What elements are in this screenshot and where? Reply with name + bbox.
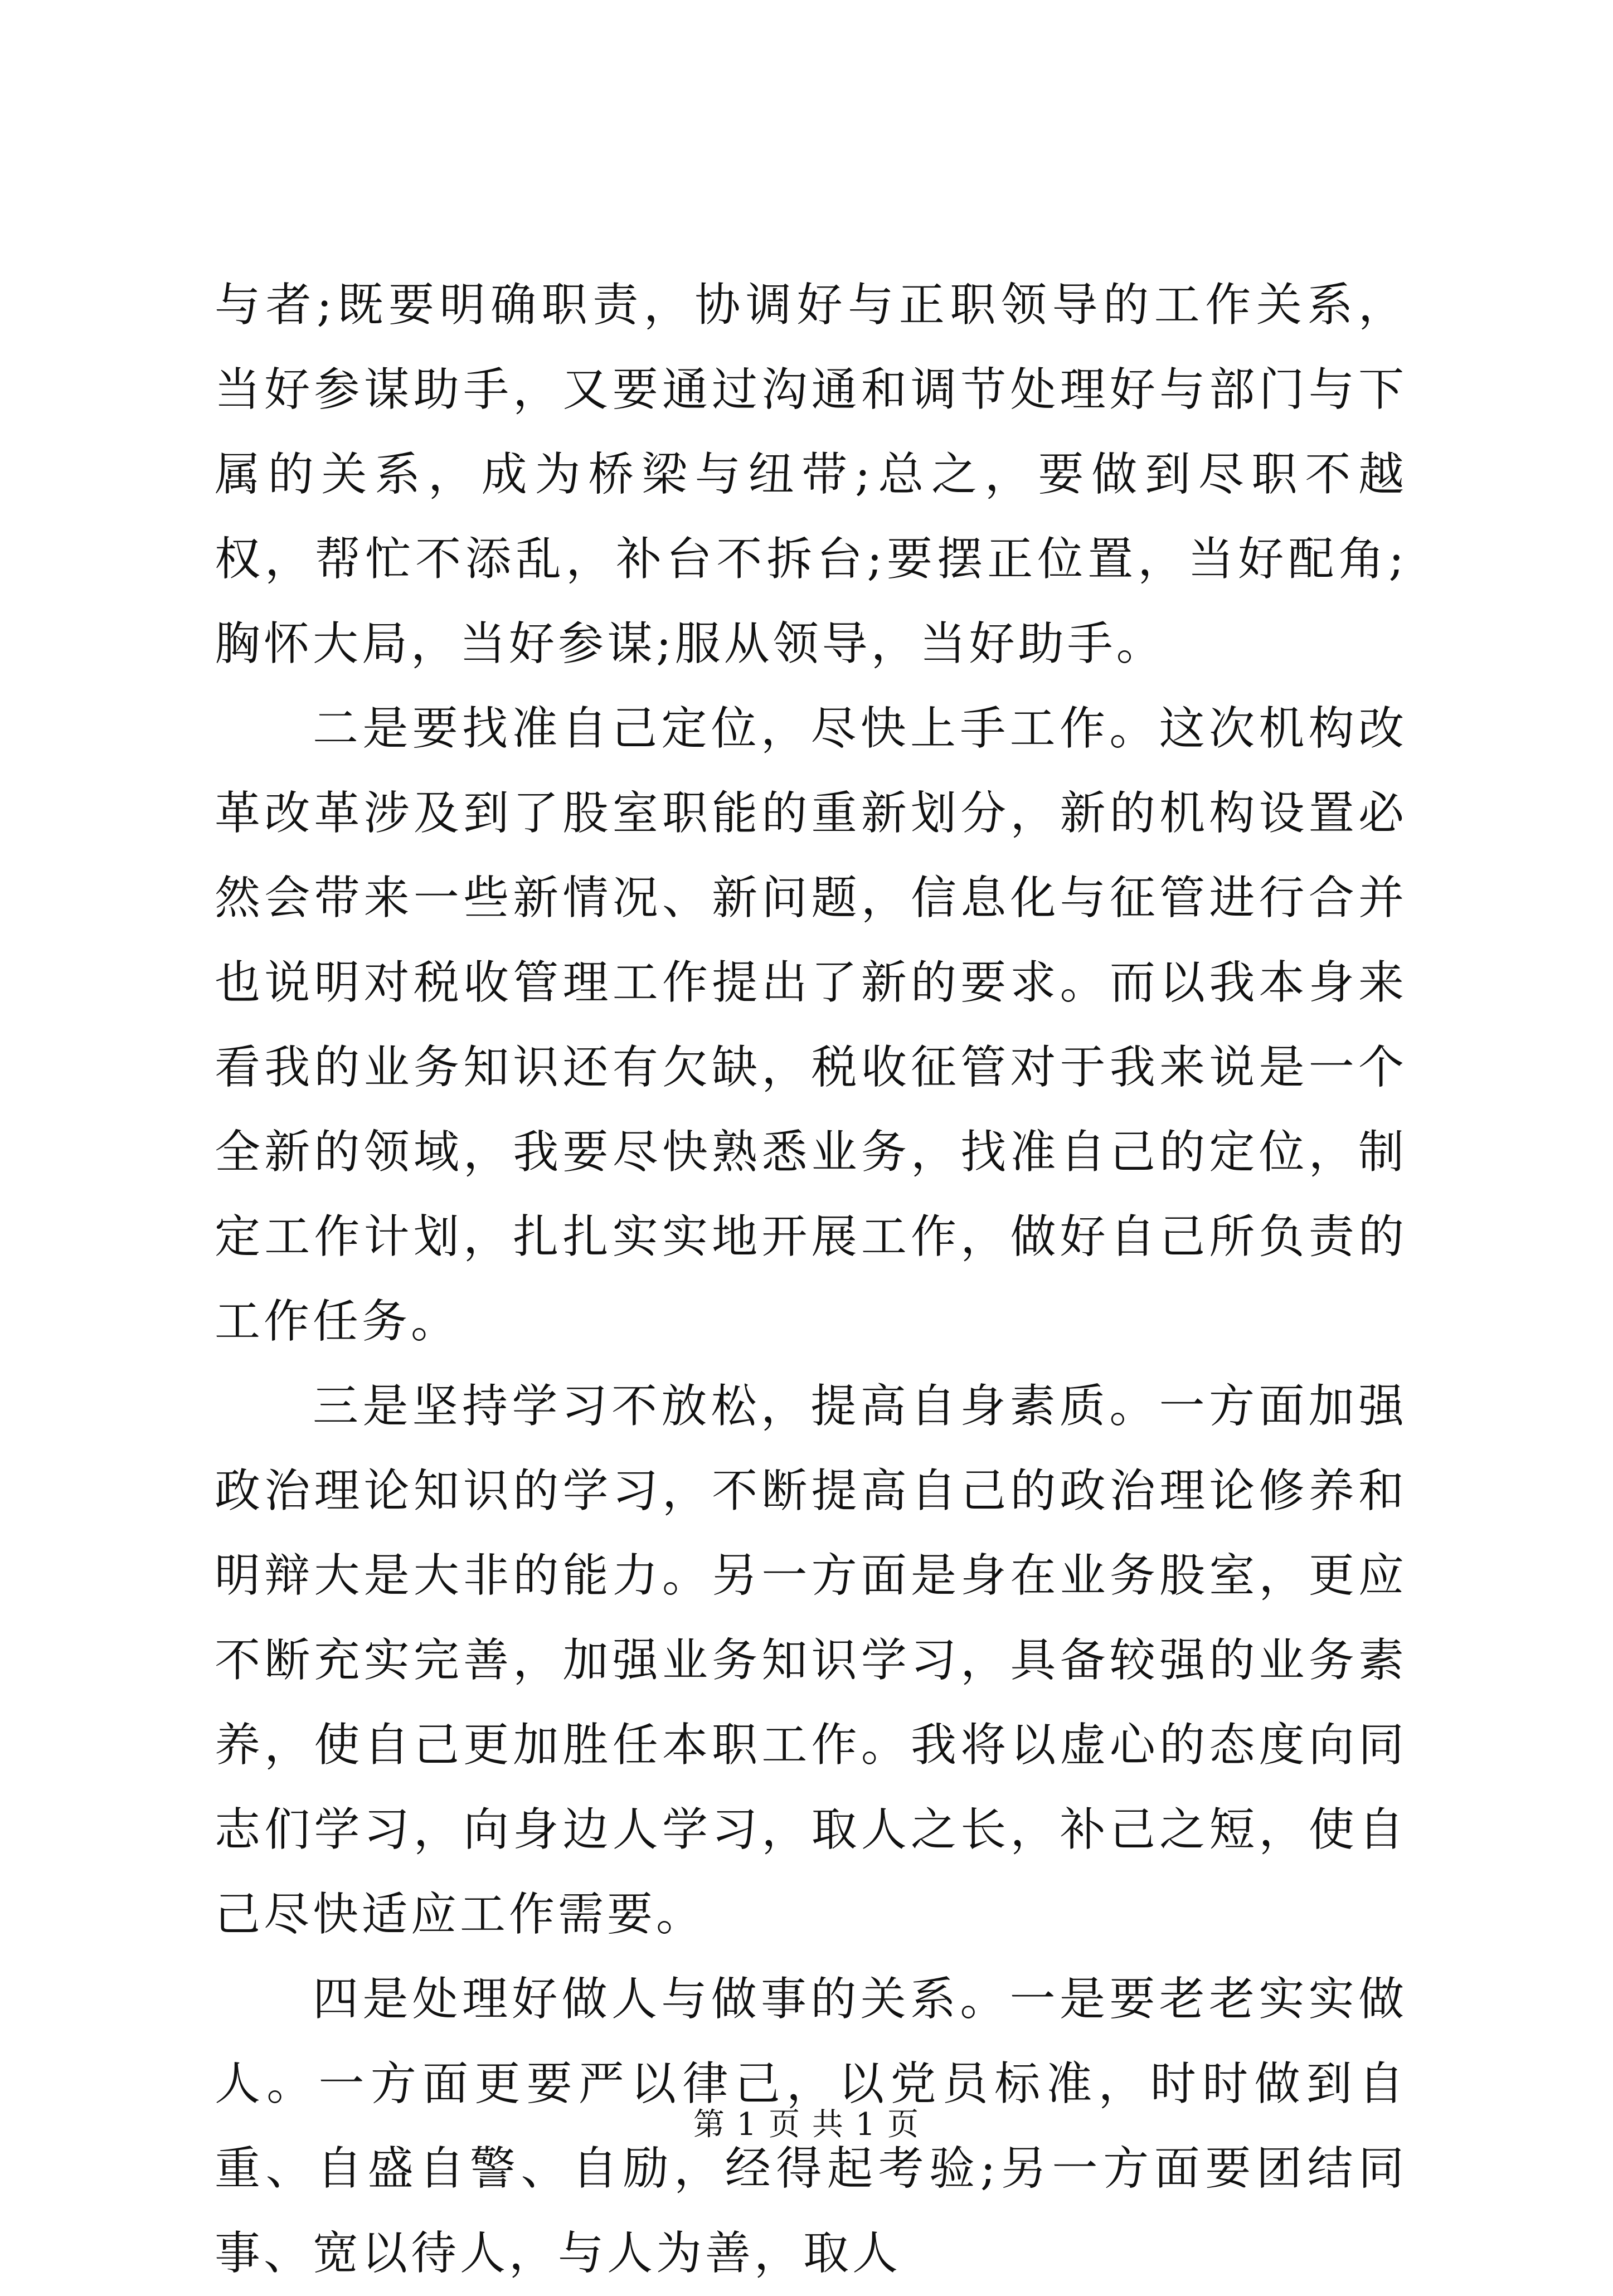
paragraph-continuation: 与者;既要明确职责，协调好与正职领导的工作关系，当好参谋助手，又要通过沟通和调节处理好与部门与下属的关系，成为桥梁与纽带;总之，要做到尽职不越权，帮忙不添乱，补台不拆台;要摆正位置，当好配角;胸怀大局，当好参谋;服从领导，当好助手。 — [215, 279, 1407, 670]
paragraph-point-three: 三是坚持学习不放松，提高自身素质。一方面加强政治理论知识的学习，不断提高自己的政治理论修养和明辩大是大非的能力。另一方面是身在业务股室，更应不断充实完善，加强业务知识学习，具备较强的业务素养，使自己更加胜任本职工作。我将以虚心的态度向同志们学习，向身边人学习，取人之长，补己之短，使自己尽快适应工作需要。 — [215, 1380, 1407, 1941]
document-body — [215, 263, 1407, 2296]
paragraph-point-four: 四是处理好做人与做事的关系。一是要老老实实做人。一方面更要严以律己，以党员标准，时时做到自重、自盛自警、自励，经得起考验;另一方面要团结同事、宽以待人，与人为善，取人 — [215, 1973, 1407, 2280]
page-footer: 第 1 页 共 1 页 — [693, 2107, 920, 2143]
paragraph-point-two: 二是要找准自己定位，尽快上手工作。这次机构改革改革涉及到了股室职能的重新划分，新的机构设置必然会带来一些新情况、新问题，信息化与征管进行合并也说明对税收管理工作提出了新的要求。而以我本身来看我的业务知识还有欠缺，税收征管对于我来说是一个全新的领域，我要尽快熟悉业务，找准自己的定位，制定工作计划，扎扎实实地开展工作，做好自己所负责的工作任务。 — [215, 702, 1407, 1348]
